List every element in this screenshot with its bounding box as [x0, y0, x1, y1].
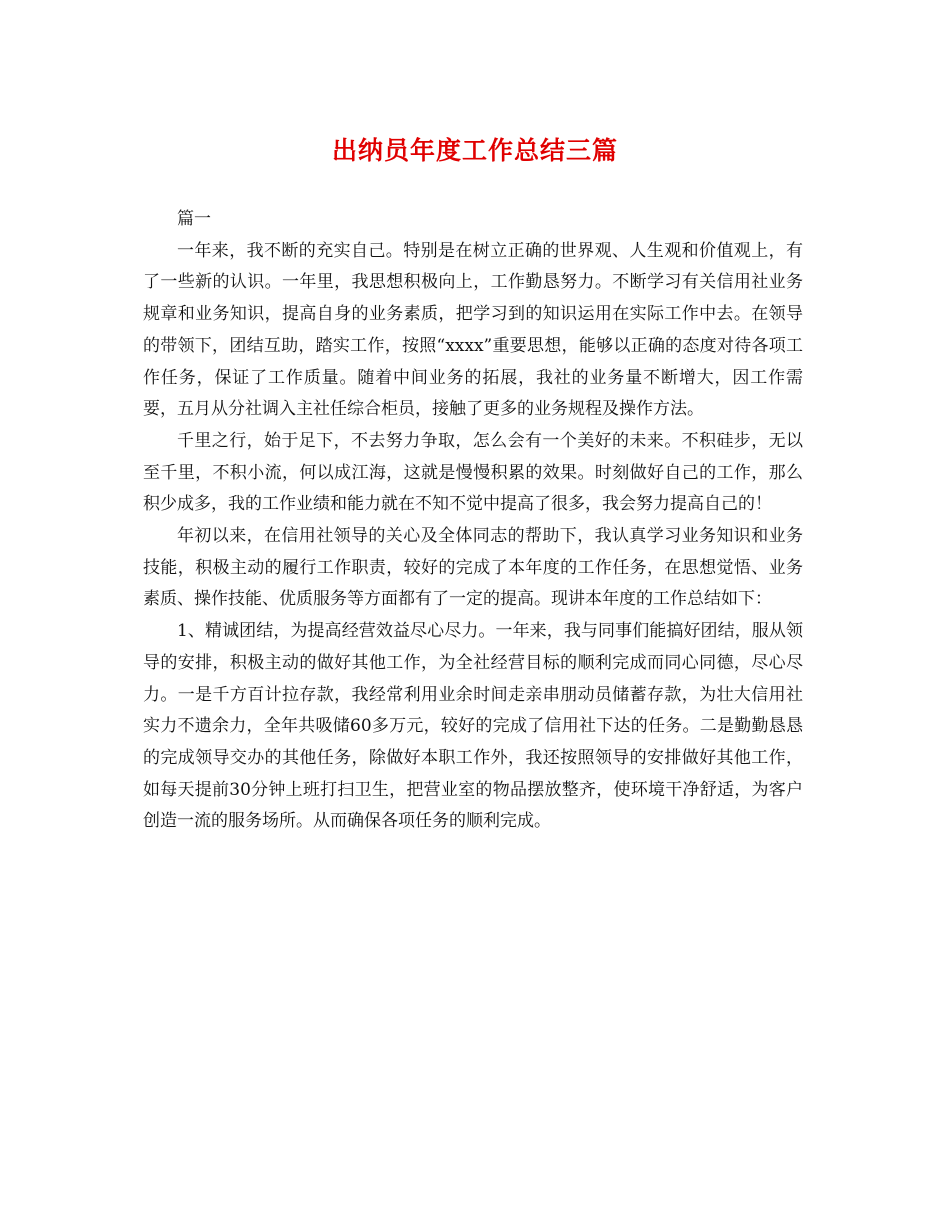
document-title: 出纳员年度工作总结三篇: [331, 136, 618, 165]
paragraph: 1、精诚团结，为提高经营效益尽心尽力。一年来，我与同事们能搞好团结，服从领导的安排，积极主动的做好其他工作，为全社经营目标的顺利完成而同心同德，尽心尽力。一是千方百计拉存款，我经常利用业余时间走亲串朋动员储蓄存款，为壮大信用社实力不遗余力，全年共吸储60多万元，较好的完成了信用社下达的任务。二是勤勤恳恳的完成领导交办的其他任务，除做好本职工作外，我还按照领导的安排做好其他工作，如每天提前30分钟上班打扫卫生，把营业室的物品摆放整齐，使环境干净舒适，为客户创造一流的服务场所。从而确保各项任务的顺利完成。: [143, 621, 803, 832]
paragraph: 千里之行，始于足下，不去努力争取，怎么会有一个美好的未来。不积硅步，无以至千里，不积小流，何以成江海，这就是慢慢积累的效果。时刻做好自己的工作，那么积少成多，我的工作业绩和能力就在不知不觉中提高了很多，我会努力提高自己的！: [143, 430, 803, 515]
paragraph: 一年来，我不断的充实自己。特别是在树立正确的世界观、人生观和价值观上，有了一些新的认识。一年里，我思想积极向上，工作勤恳努力。不断学习有关信用社业务规章和业务知识，提高自身的业务素质，把学习到的知识运用在实际工作中去。在领导的带领下，团结互助，踏实工作，按照“xxxx”重要思想，能够以正确的态度对待各项工作任务，保证了工作质量。随着中间业务的拓展，我社的业务量不断增大，因工作需要，五月从分社调入主社任综合柜员，接触了更多的业务规程及操作方法。: [143, 240, 803, 420]
document-body: [143, 204, 803, 838]
paragraph: 年初以来，在信用社领导的关心及全体同志的帮助下，我认真学习业务知识和业务技能，积极主动的履行工作职责，较好的完成了本年度的工作任务，在思想觉悟、业务素质、操作技能、优质服务等方面都有了一定的提高。现讲本年度的工作总结如下：: [143, 526, 803, 610]
section-heading: 篇一: [177, 209, 211, 229]
